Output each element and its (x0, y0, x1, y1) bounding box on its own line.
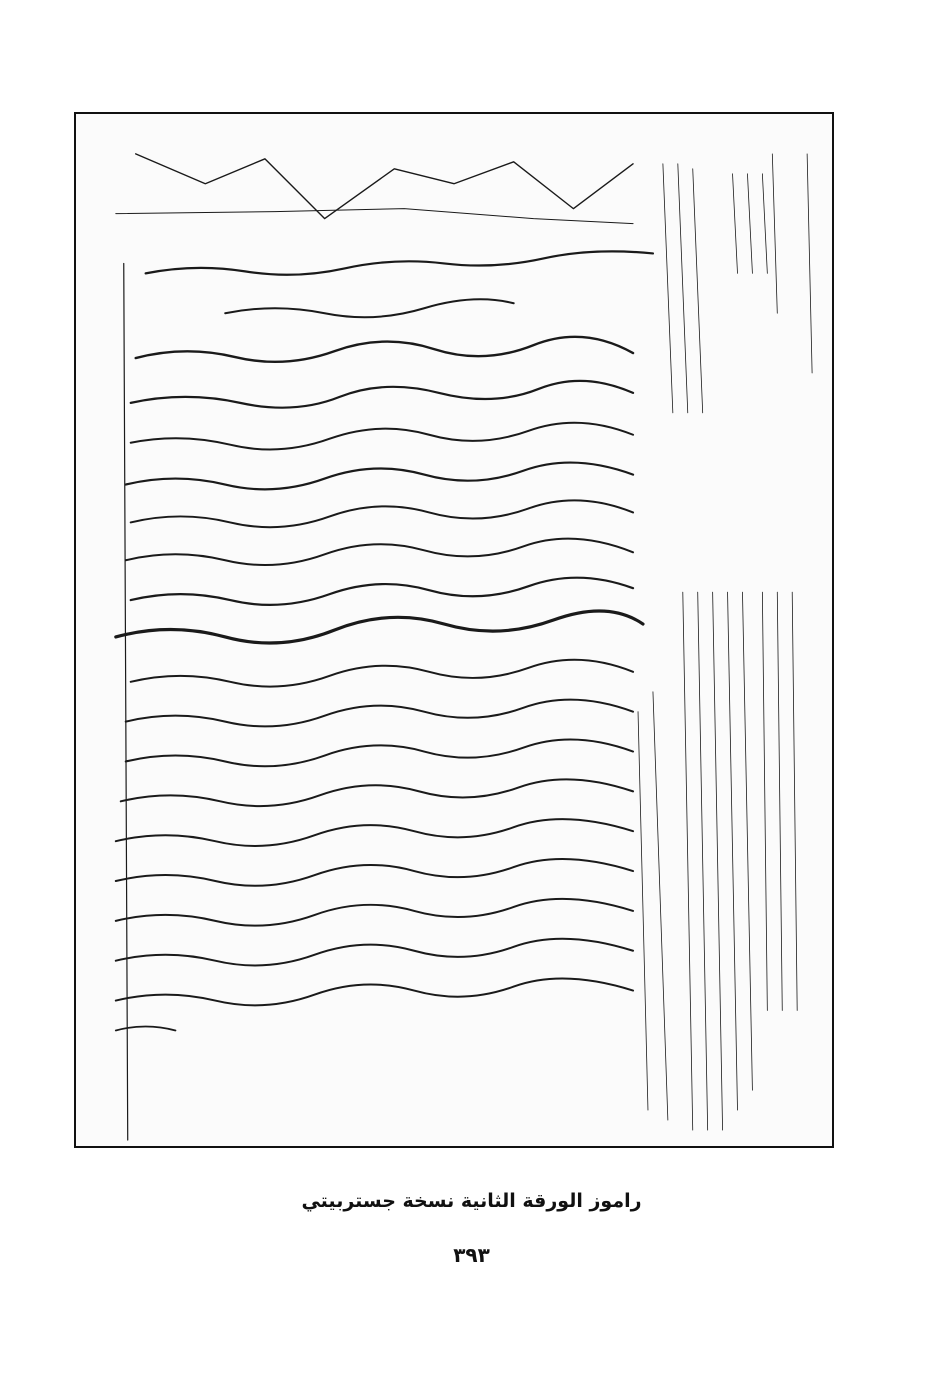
handwritten-manuscript-image (76, 114, 832, 1146)
figure-caption: راموز الورقة الثانية نسخة جستربيتي (301, 1190, 642, 1212)
page-number: ٣٩٣ (453, 1243, 490, 1267)
manuscript-image-frame (74, 112, 834, 1148)
